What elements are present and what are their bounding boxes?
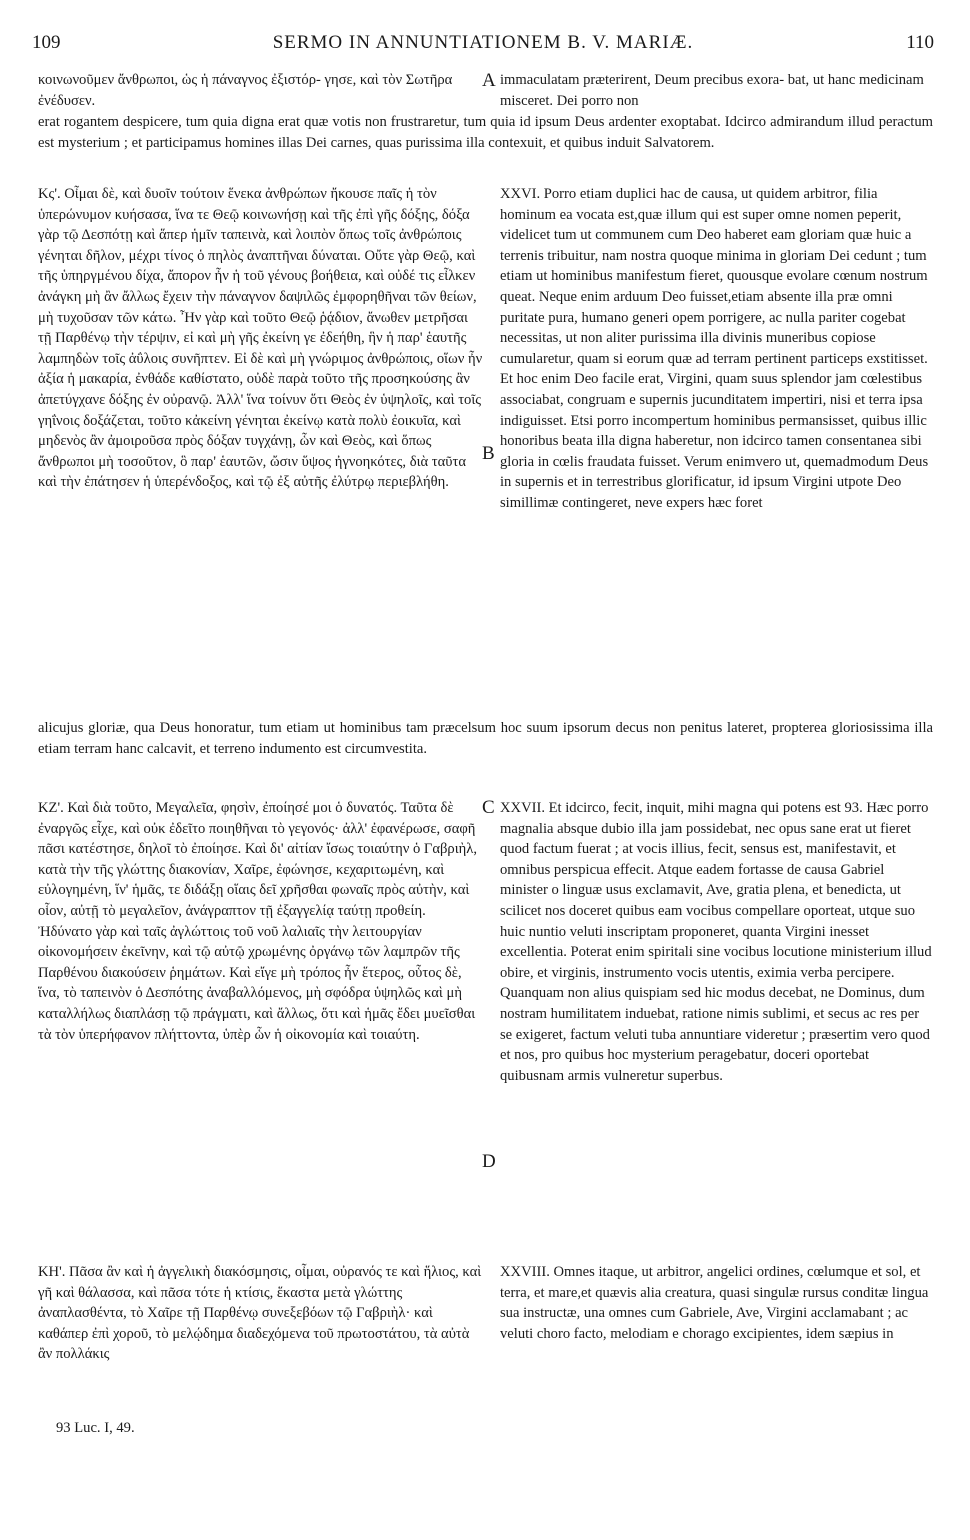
- latin-column-1: [500, 70, 932, 111]
- latin-paragraph: XXVIII. Omnes itaque, ut arbitror, angelici ordines, cœlumque et sol, et terra, et mare,et quævis alia creatura, quasi singulæ rursus conditæ lingua sua instructæ, una omnes cum Gabriele, Ave, Virgini acclamabant ; ac veluti choro facto, melodiam e chorago excipientes, idem sæpius in: [500, 1264, 929, 1342]
- running-header: [32, 32, 934, 62]
- page-number-left: 109: [32, 32, 61, 53]
- greek-paragraph: ΚΗ'. Πᾶσα ἂν καὶ ἡ ἀγγελικὴ διακόσμησις, οἶμαι, οὐρανός τε καὶ ἥλιος, καὶ γῆ καὶ θάλασσα, καὶ πᾶσα τότε ἡ κτίσις, ἕκαστα μετὰ γλώττης ἀναπλασθέντα, τὸ Χαῖρε τῇ Παρθένῳ συνεξεβόων τῷ Γαβριὴλ· καὶ καθάπερ ἐπὶ χοροῦ, τὸ μελῴδημα διαδεχόμενα τοῦ πρωτοστάτου, τὰ αὐτὰ ἂν πολλάκις: [38, 1264, 482, 1363]
- greek-column-1: [38, 70, 483, 111]
- fullwidth-paragraph-2: alicujus gloriæ, qua Deus honoratur, tum etiam ut hominibus tam præcelsum hoc suum ipsorum decus non penitus lateret, propterea gloriosissima illa etiam terram hanc calcavit, et terreno indumento est circumvestita.: [38, 720, 933, 757]
- footnote: 93 Luc. I, 49.: [56, 1420, 135, 1436]
- greek-paragraph: κοινωνοῦμεν ἄνθρωποι, ὡς ἡ πάναγνος ἐξιστόρ- γησε, καὶ τὸν Σωτῆρα ἐνέδυσεν.: [38, 72, 453, 109]
- greek-column-4: [38, 1262, 483, 1365]
- latin-column-3: [500, 798, 932, 1086]
- margin-letter-d: D: [482, 1151, 496, 1172]
- margin-letter-c: C: [482, 797, 495, 818]
- latin-paragraph: XXVI. Porro etiam duplici hac de causa, ut quidem arbitror, filia hominum ea vocata est,quæ illum qui est super omne nomen peperit, videlicet tum ut communem cum Deo haberet eam gloriam quæ huic a terrenis tribuitur, nam nostra quoque minima in gloriam Dei cedunt ; tum etiam ut hominibus manifestum fieret, quousque evolare cœnum nostrum queat. Neque enim arduum Deo fuisset,etiam absente illa præ omni puritate pura, humano generi opem porrigere, ac nulla pariter cogebat necessitas, ut non aliter purissima illa divinis muneribus copiose cumularetur, quam si eorum quæ ad terram pertinent particeps exstitisset. Et hoc enim Deo facile erat, Virgini, quam suus splendor jam cœlestibus associabat, congruam e supernis jucunditatem impertiri, nisi et terra ipsa indiguisset. Etsi porro incompertum hominibus permansisset, quibus illic honoribus beata illa digna haberetur, non idcirco tamen consentanea sibi gloria in cœlis fraudata fuisset. Verum enimvero ut, quemadmodum Deus in supernis et in terrestribus glorificatur, id ipsum Virgini utpote Deo simillimæ contingeret, neve expers hæc foret: [500, 186, 929, 511]
- latin-paragraph: immaculatam præterirent, Deum precibus exora- bat, ut hanc medicinam misceret. Dei porro non: [500, 72, 924, 109]
- page-number-right: 110: [906, 32, 934, 53]
- margin-letter-a: A: [482, 70, 496, 91]
- greek-column-2: [38, 184, 483, 493]
- greek-paragraph: Κς'. Οἶμαι δὲ, καὶ δυοῖν τούτοιν ἕνεκα ἀνθρώπων ἤκουσε παῖς ἡ τὸν ὑπερώνυμον κυήσασα, ἵνα τε Θεῷ κοινωνήσῃ καὶ τῆς ἐπὶ γῆς δόξης, δόξα γὰρ τῷ Δεσπότῃ καὶ ἅπερ ἡμῖν ταπεινὰ, καὶ λοιπὸν ὅπως τοῖς ἀνθρώποις γένηται δῆλον, μέχρι τίνος ὁ πηλὸς ἀναπτῆναι δύναται. Οὔτε γὰρ Θεῷ, καὶ τῆς ὑπηργμένου δίχα, ἄπορον ἦν ἡ τοῦ γένους βοήθεια, καὶ οὐδέ τις εἶλκεν ἀνάγκη μὴ ἂν ἄλλως ἔχειν τὴν πάναγνον δαψιλῶς ἐμφορηθῆναι τῶν θείων, μὴ τυχοῦσαν τῶν κάτω. Ἦν γὰρ καὶ τοῦτο Θεῷ ῥᾴδιον, ἄνωθεν μετρῆσαι τῇ Παρθένῳ τὴν τέρψιν, εἰ καὶ μὴ γῆς ἐκείνη γε ἐδεήθη, ἣν ἡ παρ' ἑαυτῆς λαμπηδὼν τοῖς ἀΰλοις συνῆπτεν. Εἰ δὲ καὶ μὴ γνώριμος ἀνθρώποις, οἵων ἦν ἀξία ἡ μακαρία, ἐνθάδε καθίστατο, οὐδὲ παρὰ τοῦτο τῆς προσηκούσης ἂν ἀπετύγχανε δόξης ἐν οὐρανῷ. Ἀλλ' ἵνα τοίνυν ὅτι Θεὸς ἐν ὑψηλοῖς, καὶ τοῖς γηΐνοις δοξάζεται, τοῦτο κἀκείνη γένηται ἐκείνῳ κατὰ πολὺ ἐοικυῖα, καὶ μηδενὸς ἂν ἀμοιροῦσα πρὸς δόξαν τυγχάνῃ, ὧν καὶ Θεὸς, καὶ ὅπως ἄνθρωποι μὴ τοσοῦτον, ὃ παρ' ἑαυτῶν, ὤσιν ὕψος ἠγνοηκότες, διὰ ταῦτα καὶ τὴν ἐπάτησεν ἡ ὑπερένδοξος, καὶ τῷ ἐξ αὐτῆς ἐλύτρῳ περιεβλήθη.: [38, 186, 483, 491]
- latin-column-2: [500, 184, 932, 514]
- fullwidth-paragraph-1: erat rogantem despicere, tum quia digna erat quæ votis non frustraretur, tum quia id ipsum Deus ardenter exoptabat. Idcirco admirandum illud peractum est mysterium ; et participamus homines illas Dei carnes, quas purissima illa contexuit, et quibus induit Salvatorem.: [38, 114, 933, 151]
- greek-paragraph: ΚΖ'. Καὶ διὰ τοῦτο, Μεγαλεῖα, φησὶν, ἐποίησέ μοι ὁ δυνατός. Ταῦτα δὲ ἐναργῶς εἶχε, καὶ οὐκ ἐδεῖτο ποιηθῆναι τὸ γεγονός· ἀλλ' ἐφανέρωσε, σαφῆ πᾶσι κατέστησε, δηλοῖ τὸ ἐποίησε. Καὶ δι' αἰτίαν ἴσως τοιαύτην ὁ Γαβριὴλ, κατὰ τὴν τῆς γλώττης διακονίαν, Χαῖρε, ἐφώνησε, κεχαριτωμένη, καὶ εὐλογημένη, ἵν' ἡμᾶς, τε διδάξῃ οἵαις δεῖ χρῆσθαι φωναῖς πρὸς αὐτὴν, καὶ οἷον, αὐτῇ τὸ μεγαλεῖον, ἀνάγραπτον τῇ ἐξαγγελίᾳ ταύτῃ προθείη. Ἠδύνατο γὰρ καὶ ταῖς ἀγλώττοις τοῦ νοῦ λαλιαῖς τὴν λειτουργίαν οἰκονομήσειν ἐκεῖνην, καὶ τῷ αὐτῷ χρωμένης ὀργάνῳ τῶν λαμπρῶν τῆς Παρθένου διακούσειν ῥημάτων. Καὶ εἴγε μὴ τρόπος ἦν ἕτερος, οὗτος δὲ, ἵνα, τὸ ταπεινὸν ὁ Δεσπότης ἀναβαλλόμενος, μὴ σφόδρα ὑψηλῶς καὶ μὴ καταλλήλως διαπλάσῃ τῷ πράγματι, καὶ ἄλλως, ὅτι καὶ ἡμᾶς ἔδει μυεῖσθαι τὰ τὸν ὑπερήφανον πλήττοντα, ὑπὲρ ὧν ἡ οἰκονομία καὶ τοιαύτη.: [38, 800, 477, 1043]
- margin-letter-b: B: [482, 443, 495, 464]
- greek-column-3: [38, 798, 483, 1045]
- running-title: SERMO IN ANNUNTIATIONEM B. V. MARIÆ.: [272, 32, 694, 53]
- latin-column-4: [500, 1262, 932, 1344]
- latin-paragraph: XXVII. Et idcirco, fecit, inquit, mihi magna qui potens est 93. Hæc porro magnalia absque dubio illa jam possidebat, nec opus sane erat ut fieret quod factum fuerat ; at vocis illius, fecit, sensus est, manifestavit, et omnibus perspicua effecit. Atque eadem fortasse de causa Gabriel minister o linguæ usus exclamavit, Ave, gratia plena, et benedicta, ut scilicet nos doceret quibus eam vocibus compellare oporteat, utque suo huic nuntio veluti inscriptam proponeret, quanta Virgini inesset excellentia. Poterat enim spiritali sine vocibus locutione ministerium illud obire, et virginis, instrumento vocis utentis, eximia verba percipere. Quanquam non alius quispiam sed hic modus decebat, ne Dominus, dum nostram humilitatem induebat, ratione nimis sublimi, et secus ac res per se exigeret, factum veluti tuba annuntiare videretur ; præsertim vero quod et nos, pro quibus hoc mysterium peragebatur, doceri oportebat quibusnam armis vulneretur superbus.: [500, 800, 932, 1084]
